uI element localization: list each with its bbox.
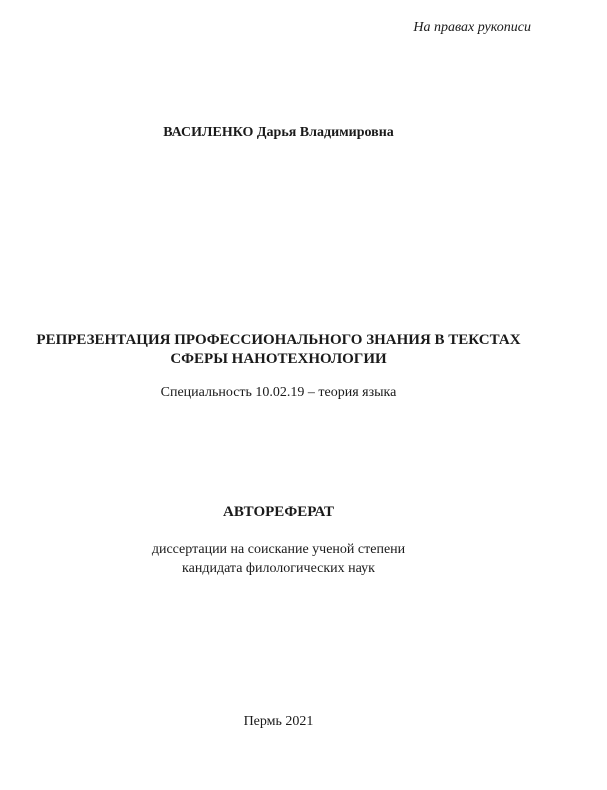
author-name: ВАСИЛЕНКО Дарья Владимировна [163, 125, 394, 140]
dissertation-title [0, 331, 607, 369]
title-line: РЕПРЕЗЕНТАЦИЯ ПРОФЕССИОНАЛЬНОГО ЗНАНИЯ В ТЕКСТАХ [36, 332, 521, 348]
degree-description [0, 540, 607, 578]
specialty: Специальность 10.02.19 – теория языка [160, 385, 397, 400]
degree-line: кандидата филологических наук [182, 561, 375, 576]
document-type: АВТОРЕФЕРАТ [223, 504, 334, 520]
copyright-note: На правах рукописи [413, 20, 531, 35]
city-year: Пермь 2021 [243, 714, 314, 729]
title-line: СФЕРЫ НАНОТЕХНОЛОГИИ [170, 351, 387, 367]
degree-line: диссертации на соискание ученой степени [151, 542, 406, 557]
